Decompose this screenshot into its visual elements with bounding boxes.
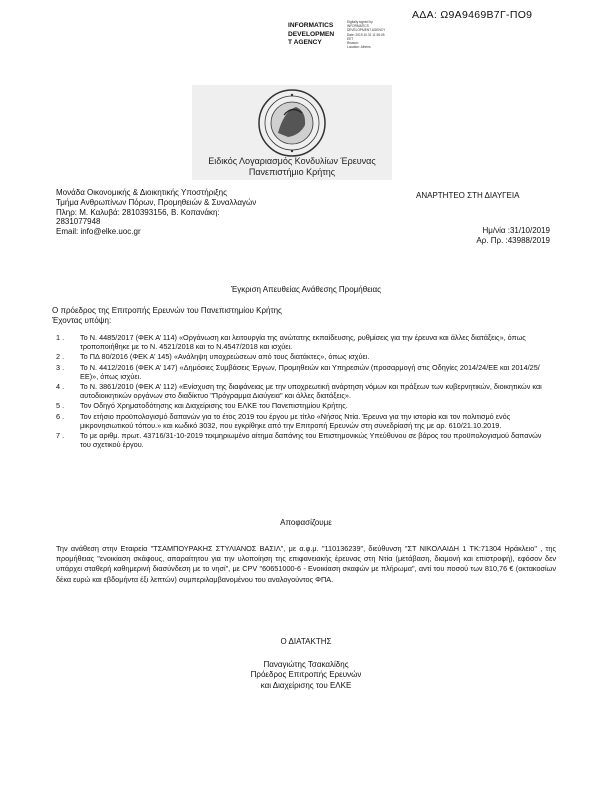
signature-line: DEVELOPMENT AGENCY: [347, 28, 386, 33]
signature-line: EET: [347, 36, 354, 41]
signature-line: Reason:: [347, 41, 359, 46]
signature-line: Digitally signed by: [347, 20, 373, 24]
contact-email: Email: info@elke.uoc.gr: [56, 227, 141, 237]
considerations-list: [52, 333, 552, 450]
document-date: Ημ/νία :31/10/2019: [482, 226, 550, 235]
unit-name: Μονάδα Οικονομικής & Διοικητικής Υποστήριξης: [56, 188, 227, 197]
list-item: [52, 412, 552, 430]
item-number: 2 .: [56, 352, 65, 362]
list-item: [52, 333, 552, 351]
item-number: 4 .: [56, 382, 65, 392]
item-number: 5 .: [56, 401, 65, 411]
list-item: [52, 382, 552, 400]
signer-name: Παναγιώτης Τσακαλίδης: [263, 660, 349, 669]
intro-line: Ο πρόεδρος της Επιτροπής Ερευνών του Πανεπιστημίου Κρήτης: [52, 306, 282, 315]
signature-line: Date: 2019.10.31 11:36:05: [347, 32, 385, 37]
item-number: 3 .: [56, 362, 65, 372]
digital-signature-info: [347, 20, 409, 49]
sender-block: [56, 188, 326, 237]
protocol-number: Αρ. Πρ. :43988/2019: [476, 236, 550, 245]
date-protocol-block: [420, 226, 550, 246]
item-text: Το Ν. 4485/2017 (ΦΕΚ Α’ 114) «Οργάνωση και λειτουργία της ανώτατης εκπαίδευσης, ρυθμίσεις για την έρευνα και άλλες διατάξεις», όπως τροποποιήθηκε με το Ν. 4521/2018 και το Ν.4547/2018 και ισχύει.: [80, 333, 526, 352]
list-item: [52, 401, 552, 410]
item-text: Το ΠΔ 80/2016 (ΦΕΚ Α’ 145) «Ανάληψη υποχρεώσεων από τους διατάκτες», όπως ισχύει.: [80, 352, 370, 362]
item-number: 1 .: [56, 333, 65, 342]
signer-role: Ο ΔΙΑΤΑΚΤΗΣ: [280, 637, 332, 646]
signer-title: Πρόεδρος Επιτροπής Ερευνών: [250, 670, 362, 680]
logo-line: Πανεπιστήμιο Κρήτης: [248, 167, 336, 177]
list-item: [52, 352, 552, 361]
decision-heading: Αποφασίζουμε: [280, 518, 332, 527]
contact-phone: 2831077948: [56, 217, 101, 227]
signature-line: Location: Athens: [347, 45, 371, 50]
logo-line: Ειδικός Λογαριασμός Κονδυλίων Έρευνας: [208, 156, 376, 166]
issuer-line: INFORMATICS: [288, 22, 334, 29]
item-text: Τον Οδηγό Χρηματοδότησης και Διαχείρισης του ΕΛΚΕ του Πανεπιστημίου Κρήτης.: [80, 401, 348, 411]
decision-text: Την ανάθεση στην Εταιρεία "ΤΣΑΜΠΟΥΡΑΚΗΣ ΣΤΥΛΙΑΝΟΣ ΒΑΣΙΛ", με α.φ.μ. "110136239", διεύθυνση "ΣΤ ΝΙΚΟΛΑΙΔΗ 1 ΤΚ:71304 Ηράκλειο" , της προμήθειας "ενοικίαση σκάφους, απαραίτητου για την υλοποίηση της επιφανειακής έρευνας στη Ντία (μετάβαση, διαμονή και επιστροφή), εφόσον δεν υπάρχει σταθερή καθημερινή διασύνδεση με το νησί", με CPV "60651000-6 - Ενοικίαση σκαφών με πλήρωμα", αντί του ποσού των 810,76 € (οκτακοσίων δέκα ευρώ και εβδομήντα έξι λεπτών) συμπεριλαμβανομένου του αναλογούντος ΦΠΑ.: [56, 544, 556, 584]
issuer-line: T AGENCY: [288, 39, 322, 47]
publish-notice: ΑΝΑΡΤΗΤΕΟ ΣΤΗ ΔΙΑΥΓΕΙΑ: [416, 191, 520, 200]
item-number: 7 .: [56, 431, 65, 441]
elke-logo: [192, 85, 392, 180]
contact-info: Πληρ: Μ. Καλυβά: 2810393156, Β. Κοπανάκη:: [56, 207, 220, 217]
item-text: Το Ν. 3861/2010 (ΦΕΚ Α’ 112) «Ενίσχυση της διαφάνειας με την υποχρεωτική ανάρτηση νόμων και πράξεων των κυβερνητικών, διοικητικών και αυτοδιοικητικών οργάνων στο διαδίκτυο "Πρόγραμμα Διαύγεια" και άλλες διατάξεις».: [80, 382, 542, 401]
signer-block: [0, 660, 612, 691]
list-item: [52, 431, 552, 449]
document-title: Έγκριση Απευθείας Ανάθεσης Προμήθειας: [230, 285, 382, 294]
signature-line: INFORMATICS: [347, 24, 369, 29]
ada-code: ΑΔΑ: Ω9Α9469Β7Γ-ΠΟ9: [412, 9, 533, 21]
signature-issuer-label: [288, 22, 348, 48]
department-name: Τμήμα Ανθρωπίνων Πόρων, Προμηθειών & Συναλλαγών: [56, 197, 257, 207]
item-text: Τον ετήσιο προϋπολογισμό δαπανών για το έτος 2019 του έργου με τίτλο «Νήσος Ντία. Έρευνα για την ιστορία και τον πολιτισμό ενός μικρονησιωτικού τόπου.» και κωδικό 3032, που εγκρίθηκε από την Επιτροπή Ερευνών στη συνεδρίασή της με αρ. 610/21.10.2019.: [80, 411, 511, 430]
item-text: Το με αριθμ. πρωτ. 43716/31-10-2019 τεκμηριωμένο αίτημα δαπάνης του Επιστημονικώς Υπεύθυνου σε βάρος του προϋπολογισμού δαπανών του σχετικού έργου.: [80, 431, 542, 450]
intro-line: Έχοντας υπόψη:: [52, 316, 112, 325]
item-number: 6 .: [56, 411, 65, 421]
item-text: Το Ν. 4412/2016 (ΦΕΚ Α’ 147) «Δημόσιες Συμβάσεις Έργων, Προμηθειών και Υπηρεσιών (προσαρμογή στις Οδηγίες 2014/24/ΕΕ και 2014/25/ΕΕ)», όπως ισχύει.: [80, 362, 540, 381]
list-item: [52, 363, 552, 381]
signer-title: και Διαχείρισης του ΕΛΚΕ: [260, 680, 352, 690]
intro: [52, 306, 552, 326]
issuer-line: DEVELOPMEN: [288, 30, 335, 38]
